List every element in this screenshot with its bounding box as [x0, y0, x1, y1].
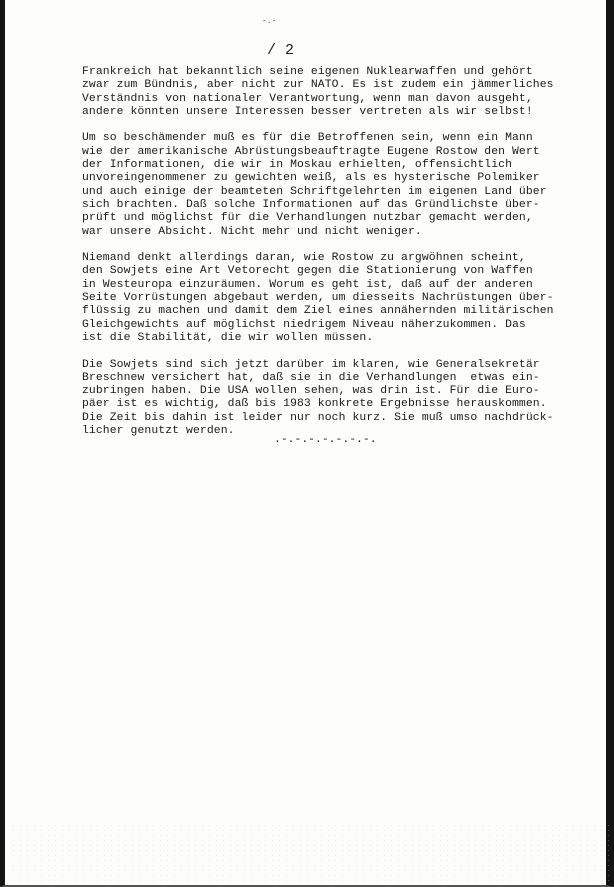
text-line: päer ist es wichtig, daß bis 1983 konkrete Ergebnisse herauskommen. — [82, 398, 547, 411]
text-line: Die Zeit bis dahin ist leider nur noch kurz. Sie muß umso nachdrück- — [82, 411, 554, 424]
text-line: den Sowjets eine Art Vetorecht gegen die Stationierung von Waffen — [82, 265, 533, 278]
text-line: Breschnew versichert hat, daß sie in die Verhandlungen etwas ein- — [82, 371, 540, 384]
text-line: flüssig zu machen und damit dem Ziel eines annähernden militärischen — [82, 305, 554, 318]
text-line: war unsere Absicht. Nicht mehr und nicht weniger. — [82, 225, 422, 238]
text-line: in Westeuropa einzuräumen. Worum es geht ist, daß auf der anderen — [82, 278, 533, 291]
text-line: Niemand denkt allerdings daran, wie Rostow zu argwöhnen scheint, — [82, 252, 526, 265]
text-line: der Informationen, die wir in Moskau erhielten, offensichtlich — [82, 159, 513, 172]
text-line: wie der amerikanische Abrüstungsbeauftragte Eugene Rostow den Wert — [82, 145, 540, 158]
text-line: zubringen haben. Die USA wollen sehen, was drin ist. Für die Euro- — [82, 385, 540, 398]
scan-noise — [10, 823, 611, 883]
text-line: Um so beschämender muß es für die Betroffenen sein, wenn ein Mann — [82, 132, 533, 145]
paragraph-1 — [82, 66, 592, 119]
text-line: prüft und möglichst für die Verhandlungen nutzbar gemacht werden, — [82, 212, 533, 225]
page-number: / 2 — [267, 42, 295, 59]
text-line: unvoreingenommener zu gewichten weiß, als es hysterische Polemiker — [82, 172, 540, 185]
text-line: licher genutzt werden. — [82, 425, 235, 438]
paragraph-3 — [82, 252, 592, 345]
text-line: Verständnis von nationaler Verantwortung, wenn man davon ausgeht, — [82, 92, 533, 105]
closing-rule: .-.-.-.-.-.-.-. — [274, 434, 377, 446]
document-body — [82, 66, 592, 452]
text-line: sich brachten. Daß solche Informationen auf das Gründlichste über- — [82, 198, 540, 211]
paragraph-4 — [82, 359, 592, 439]
top-mark: -.- — [262, 17, 277, 26]
text-line: und auch einige der beamteten Schriftgelehrten im eigenen Land über — [82, 185, 547, 198]
text-line: andere könnten unsere Interessen besser vertreten als wir selbst! — [82, 105, 533, 118]
text-line: zwar zum Bündnis, aber nicht zur NATO. Es ist zudem ein jämmerliches — [82, 79, 554, 92]
text-line: Gleichgewichts auf möglichst niedrigem Niveau näherzukommen. Das — [82, 318, 526, 331]
text-line: Frankreich hat bekanntlich seine eigenen Nuklearwaffen und gehört — [82, 66, 533, 78]
text-line: Die Sowjets sind sich jetzt darüber im klaren, wie Generalsekretär — [82, 358, 540, 371]
text-line: ist die Stabilität, die wir wollen müssen. — [82, 331, 374, 344]
text-line: Seite Vorrüstungen abgebaut werden, um diesseits Nachrüstungen über- — [82, 292, 554, 305]
paragraph-2 — [82, 132, 592, 238]
